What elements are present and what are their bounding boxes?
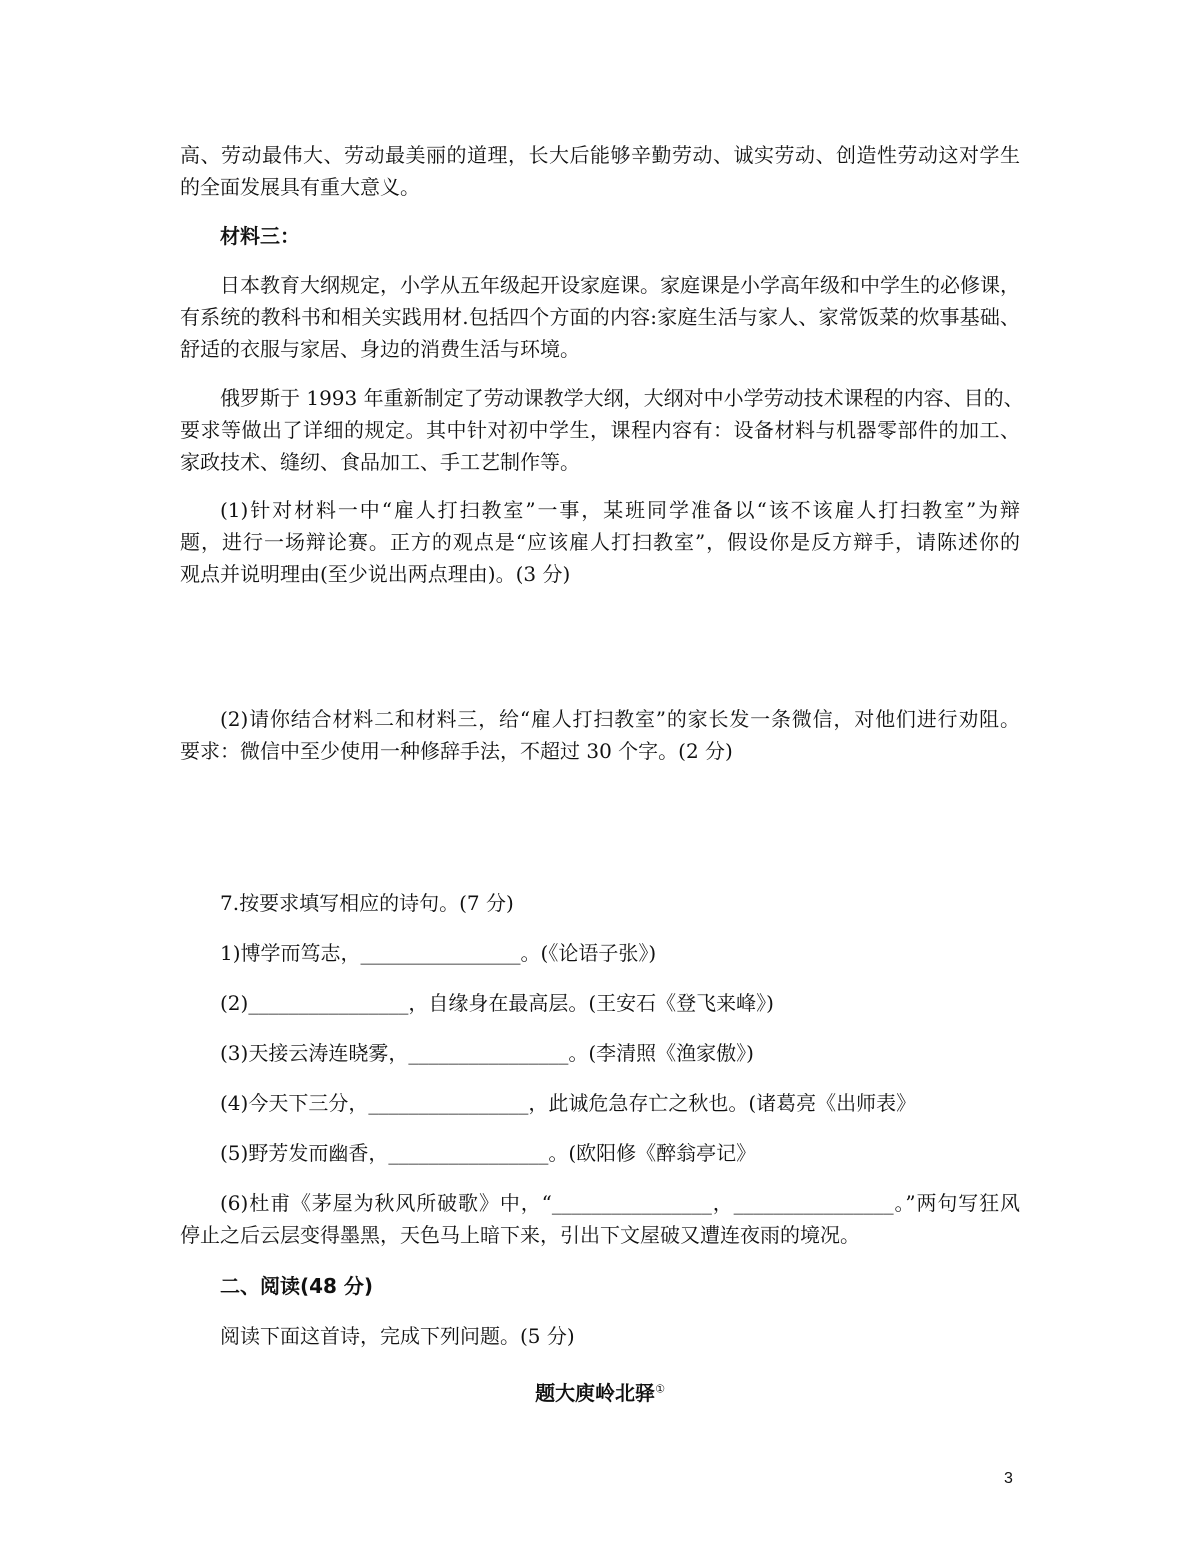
page-number: 3 [1004, 1470, 1013, 1487]
text-line: (2)请你结合材料二和材料三，给“雇人打扫教室”的家长发一条微信，对他们进行劝阻。 [220, 707, 1020, 731]
poem-item: (5)野芳发而幽香，________________。(欧阳修《醉翁亭记》 [220, 1141, 757, 1165]
text-line: 有系统的教科书和相关实践用材.包括四个方面的内容:家庭生活与家人、家常饭菜的炊事基础、 [180, 305, 1020, 329]
material3-heading: 材料三： [220, 224, 300, 248]
poem-title [0, 1377, 1200, 1406]
text-line: 日本教育大纲规定，小学从五年级起开设家庭课。家庭课是小学高年级和中学生的必修课， [220, 273, 1020, 297]
text-line: 观点并说明理由(至少说出两点理由)。(3 分) [180, 562, 571, 586]
text-line: 停止之后云层变得墨黑，天色马上暗下来，引出下文屋破又遭连夜雨的境况。 [180, 1223, 860, 1247]
poem-item: (3)天接云涛连晓雾，________________。(李清照《渔家傲》) [220, 1041, 754, 1065]
text-line: 要求等做出了详细的规定。其中针对初中学生，课程内容有：设备材料与机器零部件的加工、 [180, 418, 1020, 442]
text-line: 高、劳动最伟大、劳动最美丽的道理，长大后能够辛勤劳动、诚实劳动、创造性劳动这对学生 [180, 143, 1020, 167]
reading-instruction: 阅读下面这首诗，完成下列问题。(5 分) [220, 1324, 575, 1348]
poem-item: 1)博学而笃志，________________。(《论语子张》) [220, 941, 657, 965]
question-7-heading: 7.按要求填写相应的诗句。(7 分) [220, 891, 514, 915]
footnote-marker: ① [655, 1382, 665, 1396]
text-line: (1)针对材料一中“雇人打扫教室”一事，某班同学准备以“该不该雇人打扫教室”为辩 [220, 498, 1020, 522]
poem-item: (2)________________，自缘身在最高层。(王安石《登飞来峰》) [220, 991, 774, 1015]
text-line: 题，进行一场辩论赛。正方的观点是“应该雇人打扫教室”，假设你是反方辩手，请陈述你的 [180, 530, 1020, 554]
poem-item: (6)杜甫《茅屋为秋风所破歌》中，“________________，________________。”两句写狂风 [220, 1191, 1020, 1215]
text-line: 的全面发展具有重大意义。 [180, 175, 420, 199]
poem-item: (4)今天下三分，________________，此诚危急存亡之秋也。(诸葛亮《出师表》 [220, 1091, 917, 1115]
text-line: 家政技术、缝纫、食品加工、手工艺制作等。 [180, 450, 580, 474]
text-line: 舒适的衣服与家居、身边的消费生活与环境。 [180, 337, 580, 361]
text-line: 俄罗斯于 1993 年重新制定了劳动课教学大纲，大纲对中小学劳动技术课程的内容、目的、 [220, 386, 1024, 410]
section-heading: 二、阅读(48 分) [220, 1274, 374, 1298]
poem-title-text: 题大庾岭北驿 [535, 1381, 656, 1405]
text-line: 要求：微信中至少使用一种修辞手法，不超过 30 个字。(2 分) [180, 739, 733, 763]
